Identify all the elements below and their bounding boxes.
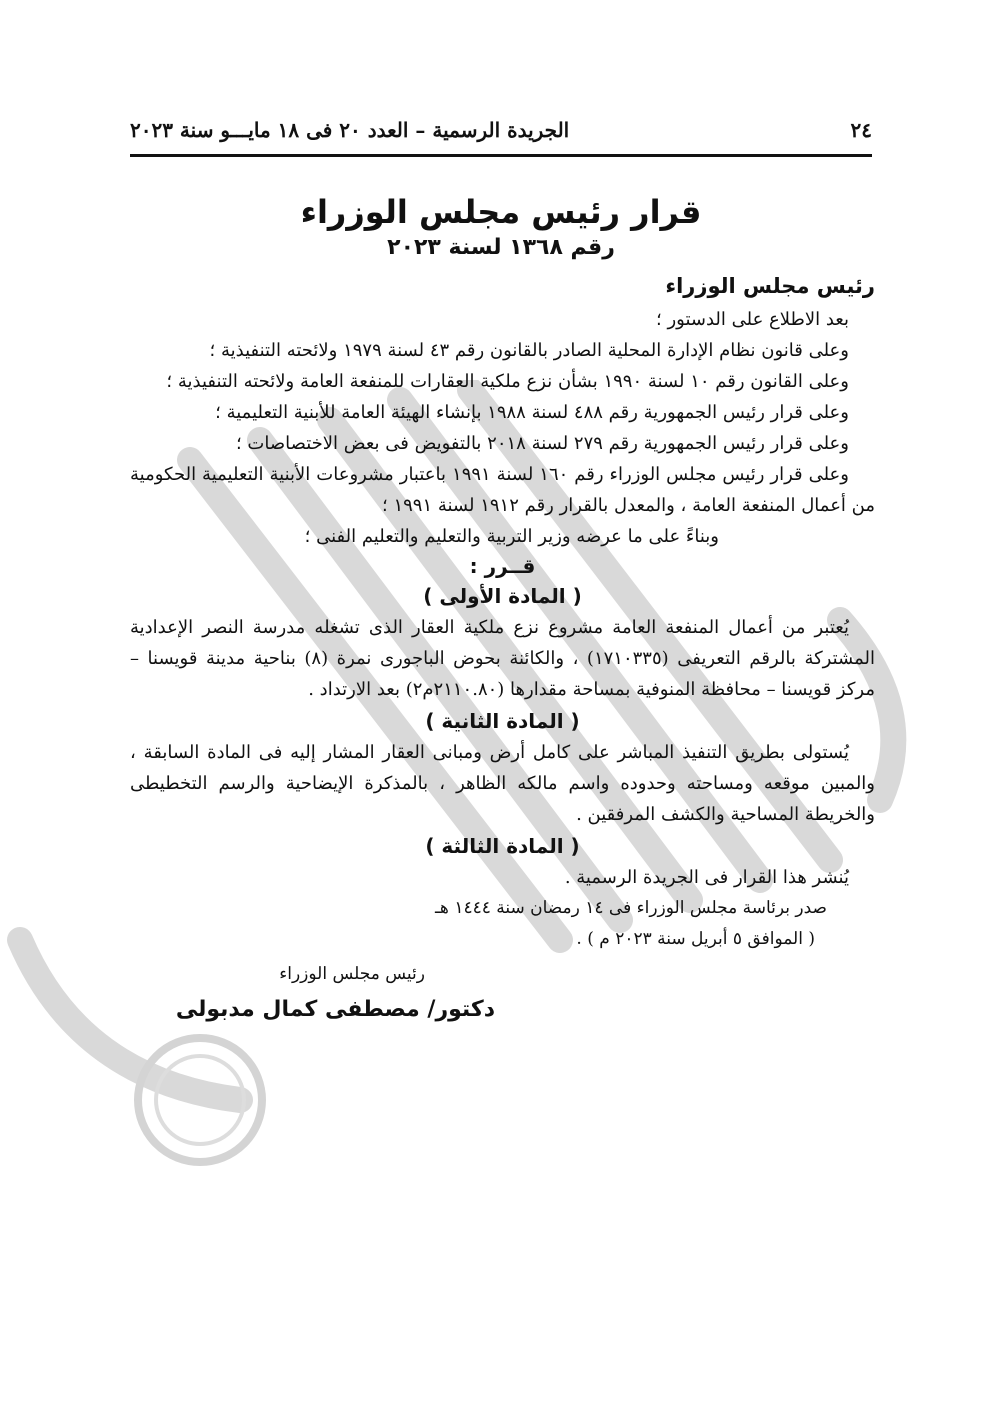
decree-body [130, 268, 875, 1030]
article-1-heading: ( المادة الأولى ) [423, 584, 582, 608]
page-number: ٢٤ [850, 118, 872, 142]
issued-date: صدر برئاسة مجلس الوزراء فى ١٤ رمضان سنة ١٤٤٤ هـ [434, 898, 827, 918]
signatory-title: رئيس مجلس الوزراء [279, 964, 425, 984]
article-1-text: يُعتبر من أعمال المنفعة العامة مشروع نزع ملكية العقار الذى تشغله مدرسة النصر الإعدادية المشتركة بالرقم التعريفى (١٧١٠٣٣٥) ، والكائنة بحوض الباجورى نمرة (٨) بناحية مدينة قويسنا – مركز قويسنا – محافظة المنوفية بمساحة مقدارها (٢١١٠.٨٠م٢) بعد الارتداد . [130, 617, 875, 700]
preamble-item: وعلى قرار رئيس مجلس الوزراء رقم ١٦٠ لسنة ١٩٩١ باعتبار مشروعات الأبنية التعليمية الحكومية من أعمال المنفعة العامة ، والمعدل بالقرار رقم ١٩١٢ لسنة ١٩٩١ ؛ [130, 464, 875, 516]
preamble-item: وعلى القانون رقم ١٠ لسنة ١٩٩٠ بشأن نزع ملكية العقارات للمنفعة العامة ولائحته التنفيذية ؛ [166, 371, 849, 392]
preamble-item: وعلى قرار رئيس الجمهورية رقم ٢٧٩ لسنة ٢٠١٨ بالتفويض فى بعض الاختصاصات ؛ [235, 433, 849, 454]
preamble-item: وبناءً على ما عرضه وزير التربية والتعليم والتعليم الفنى ؛ [304, 526, 719, 547]
signatory-name: دكتور/ مصطفى كمال مدبولى [175, 997, 495, 1022]
article-2-heading: ( المادة الثانية ) [425, 709, 580, 733]
decree-title [130, 190, 872, 262]
decree-number: رقم ١٣٦٨ لسنة ٢٠٢٣ [387, 235, 615, 260]
preamble-item: وعلى قرار رئيس الجمهورية رقم ٤٨٨ لسنة ١٩٨٨ بإنشاء الهيئة العامة للأبنية التعليمية ؛ [215, 402, 849, 423]
gregorian-date: ( الموافق ٥ أبريل سنة ٢٠٢٣ م ) . [576, 929, 815, 949]
decree-title-main: قرار رئيس مجلس الوزراء [300, 193, 702, 231]
running-header [130, 112, 872, 148]
header-divider [130, 154, 872, 157]
article-3-heading: ( المادة الثالثة ) [425, 834, 580, 858]
preamble-item: وعلى قانون نظام الإدارة المحلية الصادر بالقانون رقم ٤٣ لسنة ١٩٧٩ ولائحته التنفيذية ؛ [209, 340, 849, 361]
running-title: الجريدة الرسمية – العدد ٢٠ فى ١٨ مايـــو سنة ٢٠٢٣ [130, 118, 570, 142]
decided-heading: قــرر : [469, 554, 536, 578]
article-2-text: يُستولى بطريق التنفيذ المباشر على كامل أرض ومبانى العقار المشار إليه فى المادة السابقة ، والمبين موقعه ومساحته وحدوده واسم مالكه الظاهر ، بالمذكرة الإيضاحية والرسم التخطيطى والخريطة المساحية والكشف المرفقين . [130, 742, 875, 825]
issuer-heading: رئيس مجلس الوزراء [665, 274, 875, 298]
preamble-item: بعد الاطلاع على الدستور ؛ [656, 309, 849, 330]
article-3-text: يُنشر هذا القرار فى الجريدة الرسمية . [564, 867, 849, 888]
